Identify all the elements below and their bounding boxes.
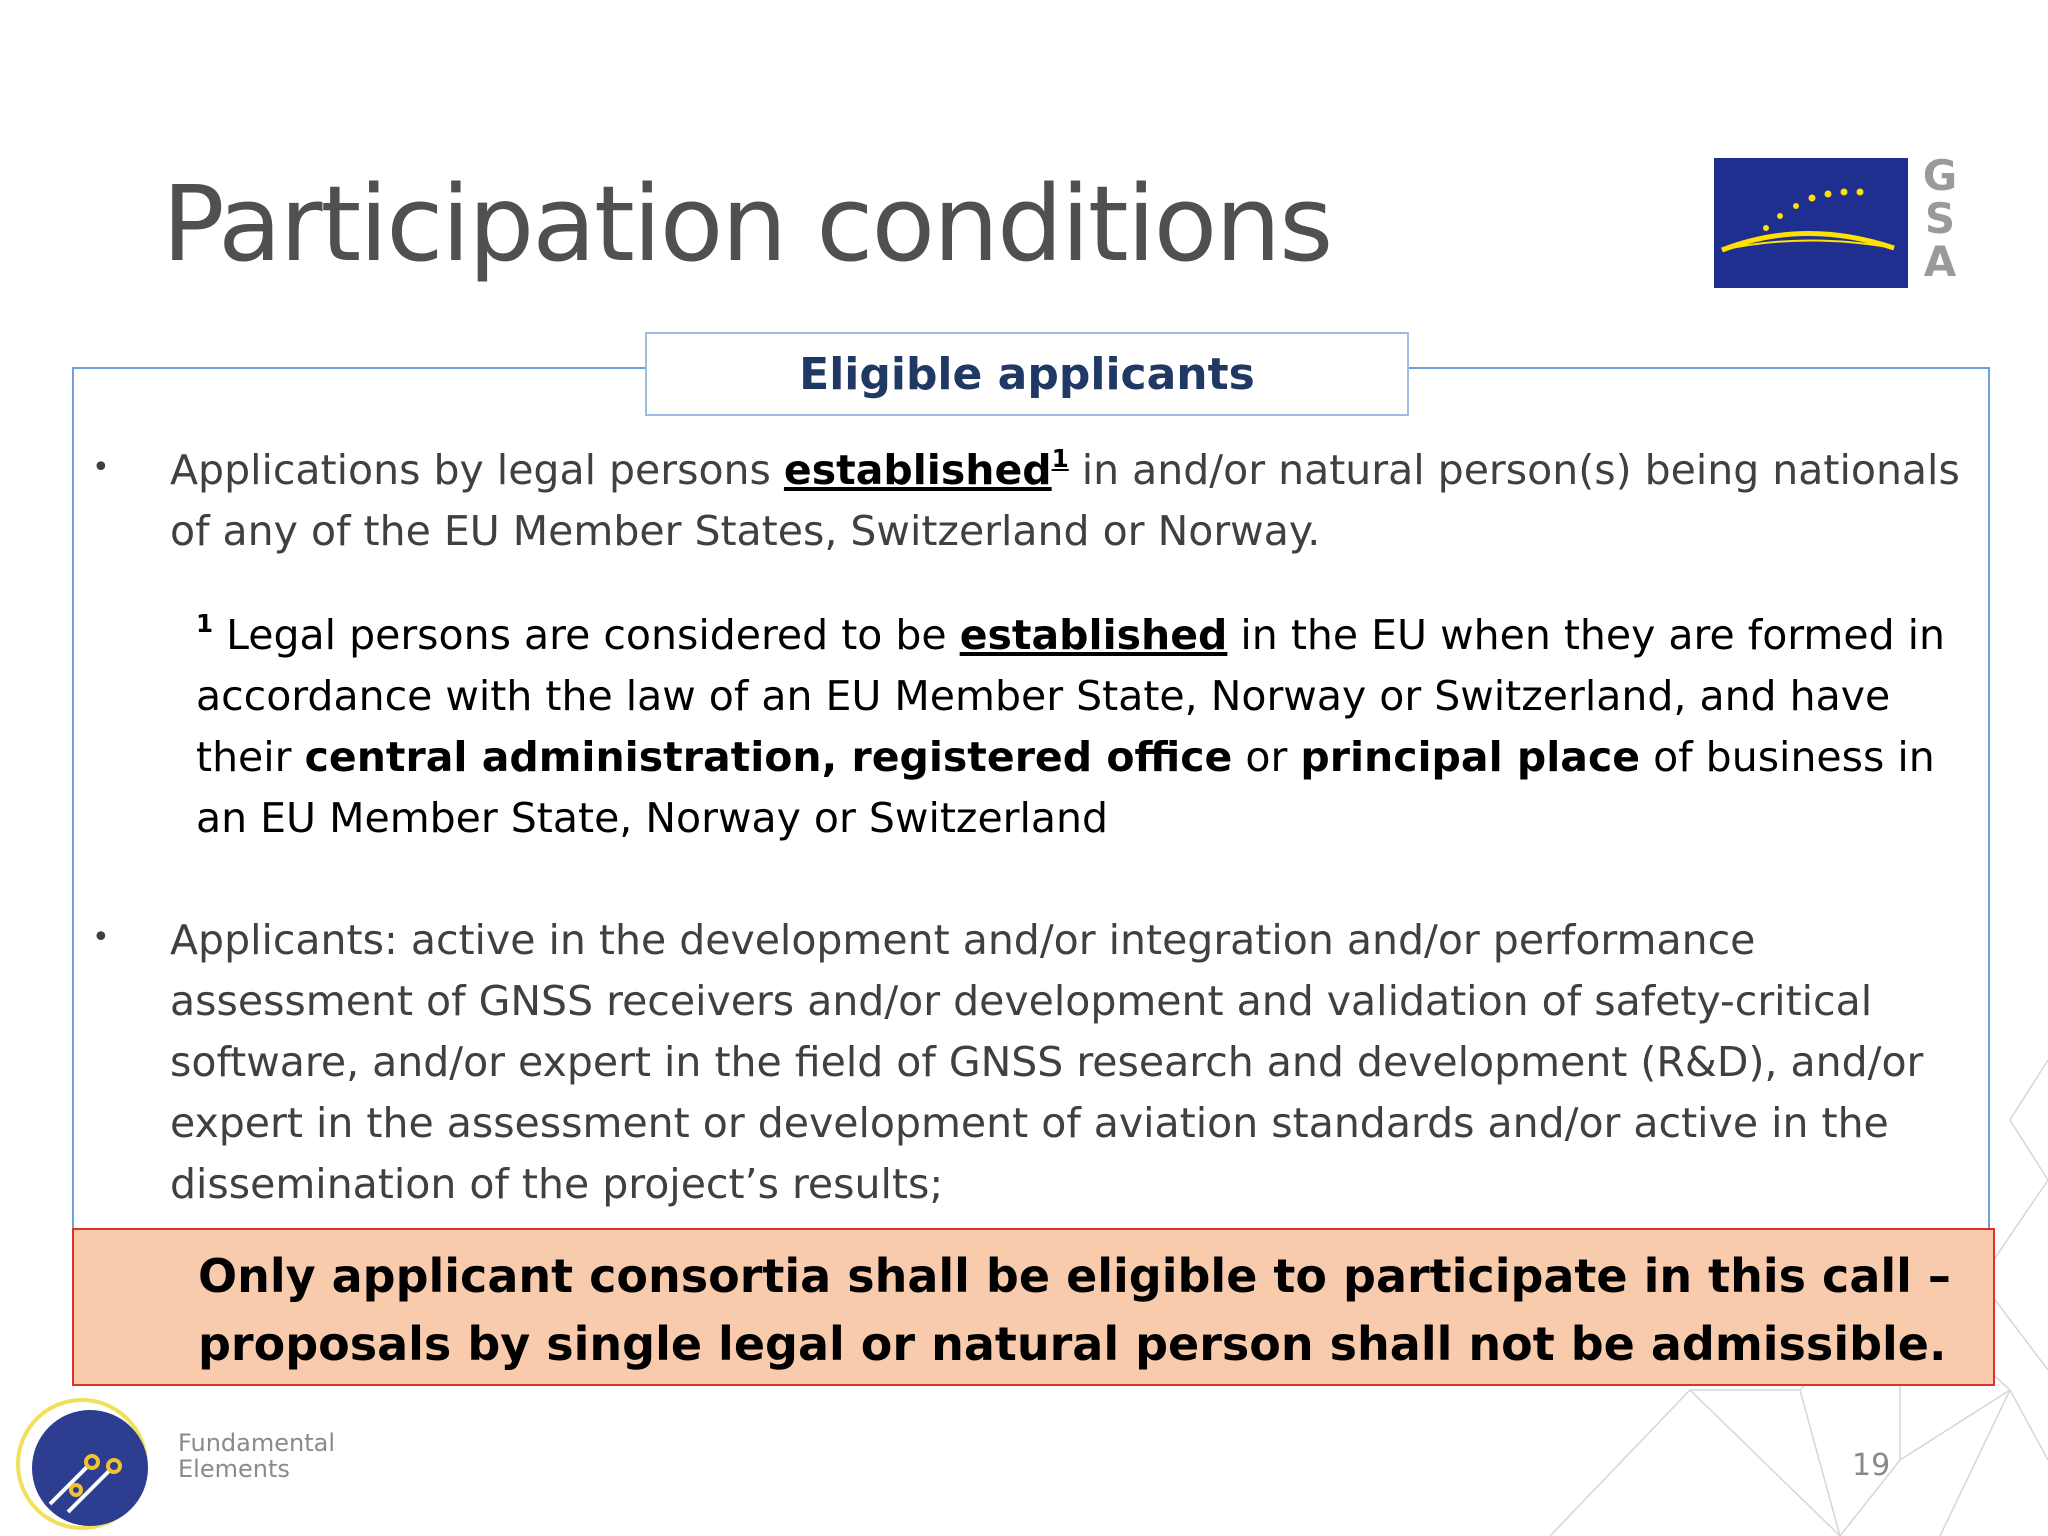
- gsa-letter-s: S: [1924, 194, 1956, 243]
- gsa-letter-g: G: [1922, 151, 1958, 200]
- footnote-b1: central administration, registered office: [304, 733, 1233, 781]
- footnote-text: [196, 605, 1976, 849]
- alert-text: [198, 1242, 1978, 1378]
- eu-flag-icon: [1714, 158, 1908, 288]
- bullet-dot: •: [92, 450, 110, 485]
- panel-header: Eligible applicants: [645, 332, 1409, 416]
- bullet-applicants-text: Applicants: active in the development and/or integration and/or performance assessment of GNSS receivers and/or development and validation of safety-critical software, and/or expert in the field of GNSS research and development (R&D), and/or expert in the assessment or development of aviation standards and/or active in the dissemination of the project’s results;: [170, 916, 1924, 1208]
- footnote-marker: 1: [196, 608, 214, 638]
- bullet1-sup: 1: [1051, 443, 1069, 473]
- fundamental-elements-wordmark: [178, 1430, 335, 1482]
- gsa-letters: [1918, 151, 1962, 286]
- footnote-t2: in the EU when they are formed in accordance with the law of an EU Member State, Norway or Switzerland, and have their: [196, 611, 1946, 781]
- page-number: 19: [1852, 1448, 1891, 1483]
- page-title: Participation conditions: [162, 163, 1332, 285]
- bullet1-pre: Applications by legal persons: [170, 446, 784, 494]
- alert-line-1: Only applicant consortia shall be eligible to participate in this call –: [198, 1249, 1951, 1303]
- brand-line-1: Fundamental: [178, 1429, 335, 1457]
- footnote-b2: principal place: [1300, 733, 1641, 781]
- gsa-letter-a: A: [1923, 237, 1957, 286]
- fundamental-elements-logo-icon: [10, 1392, 160, 1532]
- gsa-logo: [1714, 151, 1970, 290]
- bullet1-term: established: [783, 446, 1052, 494]
- bullet-established-text: [170, 440, 1970, 562]
- footnote-term: established: [959, 611, 1228, 659]
- footnote-t4: of business in an EU Member State, Norway or Switzerland: [196, 733, 1935, 842]
- bullet-dot: •: [92, 920, 110, 955]
- alert-line-2: proposals by single legal or natural person shall not be admissible.: [198, 1317, 1947, 1371]
- bullet1-post: in and/or natural person(s) being nationals of any of the EU Member States, Switzerland or Norway.: [170, 446, 1960, 555]
- footnote-t3: or: [1232, 733, 1301, 781]
- brand-line-2: Elements: [178, 1455, 290, 1483]
- consortia-alert-box: [72, 1228, 1995, 1386]
- footnote-t1: Legal persons are considered to be: [213, 611, 960, 659]
